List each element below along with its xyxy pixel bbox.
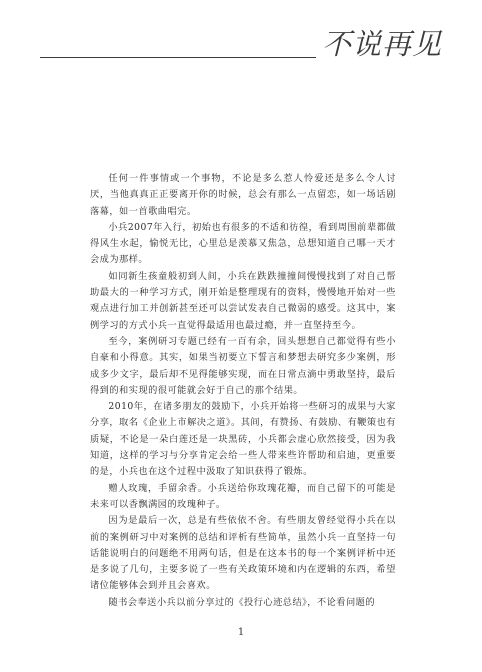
paragraph: 因为是最后一次，总是有些依依不舍。有些朋友曾经觉得小兵在以前的案例研习中对案例的总结和评析有些简单，虽然小兵一直坚持一句话能说明白的问题绝不用两句话，但是在这本书的每一个案例评析中还是多说了几句，主要多说了一些有关政策环境和内在逻辑的东西，希望诸位能够体会到并且会喜欢。	[90, 515, 396, 592]
page-number: 1	[237, 627, 245, 638]
paragraph: 2010年，在诸多朋友的鼓励下，小兵开始将一些研习的成果与大家分享，取名《企业上市解决之道》。其间，有赞扬、有鼓励、有鞭策也有质疑，不论是一朵白莲还是一块黑砖，小兵都会虚心欣然接受，因为我知道，这样的学习与分享肯定会给一些人带来些许帮助和启迪，更重要的是，小兵也在这个过程中汲取了知识获得了锻炼。	[90, 401, 396, 478]
paragraph: 至今，案例研习专题已经有一百有余，回头想想自己都觉得有些小自豪和小得意。其实，如果当初要立下誓言和梦想去研究多少案例，形成多少文字，最后却不见得能够实现，而在日常点滴中勇敢坚持，最后得到的和实现的很可能就会好于自己的那个结果。	[90, 335, 396, 396]
body-text	[90, 171, 396, 611]
paragraph: 随书会奉送小兵以前分享过的《投行心迹总结》，不论看问题的	[108, 596, 376, 608]
chapter-title: 不说再见	[321, 27, 442, 61]
paragraph: 任何一件事情或一个事物，不论是多么惹人怜爱还是多么令人讨厌，当他真真正正要离开你的时候，总会有那么一点留恋，如一场话剧落幕，如一首歌曲唱完。	[90, 173, 396, 217]
paragraph: 小兵2007年入行，初始也有很多的不适和彷徨，看到周围前辈都做得风生水起，愉悦无比，心里总是羡慕又焦急，总想知道自己哪一天才会成为那样。	[90, 221, 396, 266]
header-rule	[40, 57, 316, 58]
paragraph: 如同新生孩童般初到人间，小兵在跌跌撞撞间慢慢找到了对自己帮助最大的一种学习方式，刚开始是整理现有的资料，慢慢地开始对一些观点进行加工并创新甚至还可以尝试发表自己微弱的感受。这其中，案例学习的方式小兵一直觉得最适用也最过瘾，并一直坚持至今。	[90, 270, 396, 331]
paragraph: 赠人玫瑰，手留余香。小兵送给你玫瑰花瓣，而自己留下的可能是未来可以香飘满园的玫瑰种子。	[90, 482, 396, 510]
